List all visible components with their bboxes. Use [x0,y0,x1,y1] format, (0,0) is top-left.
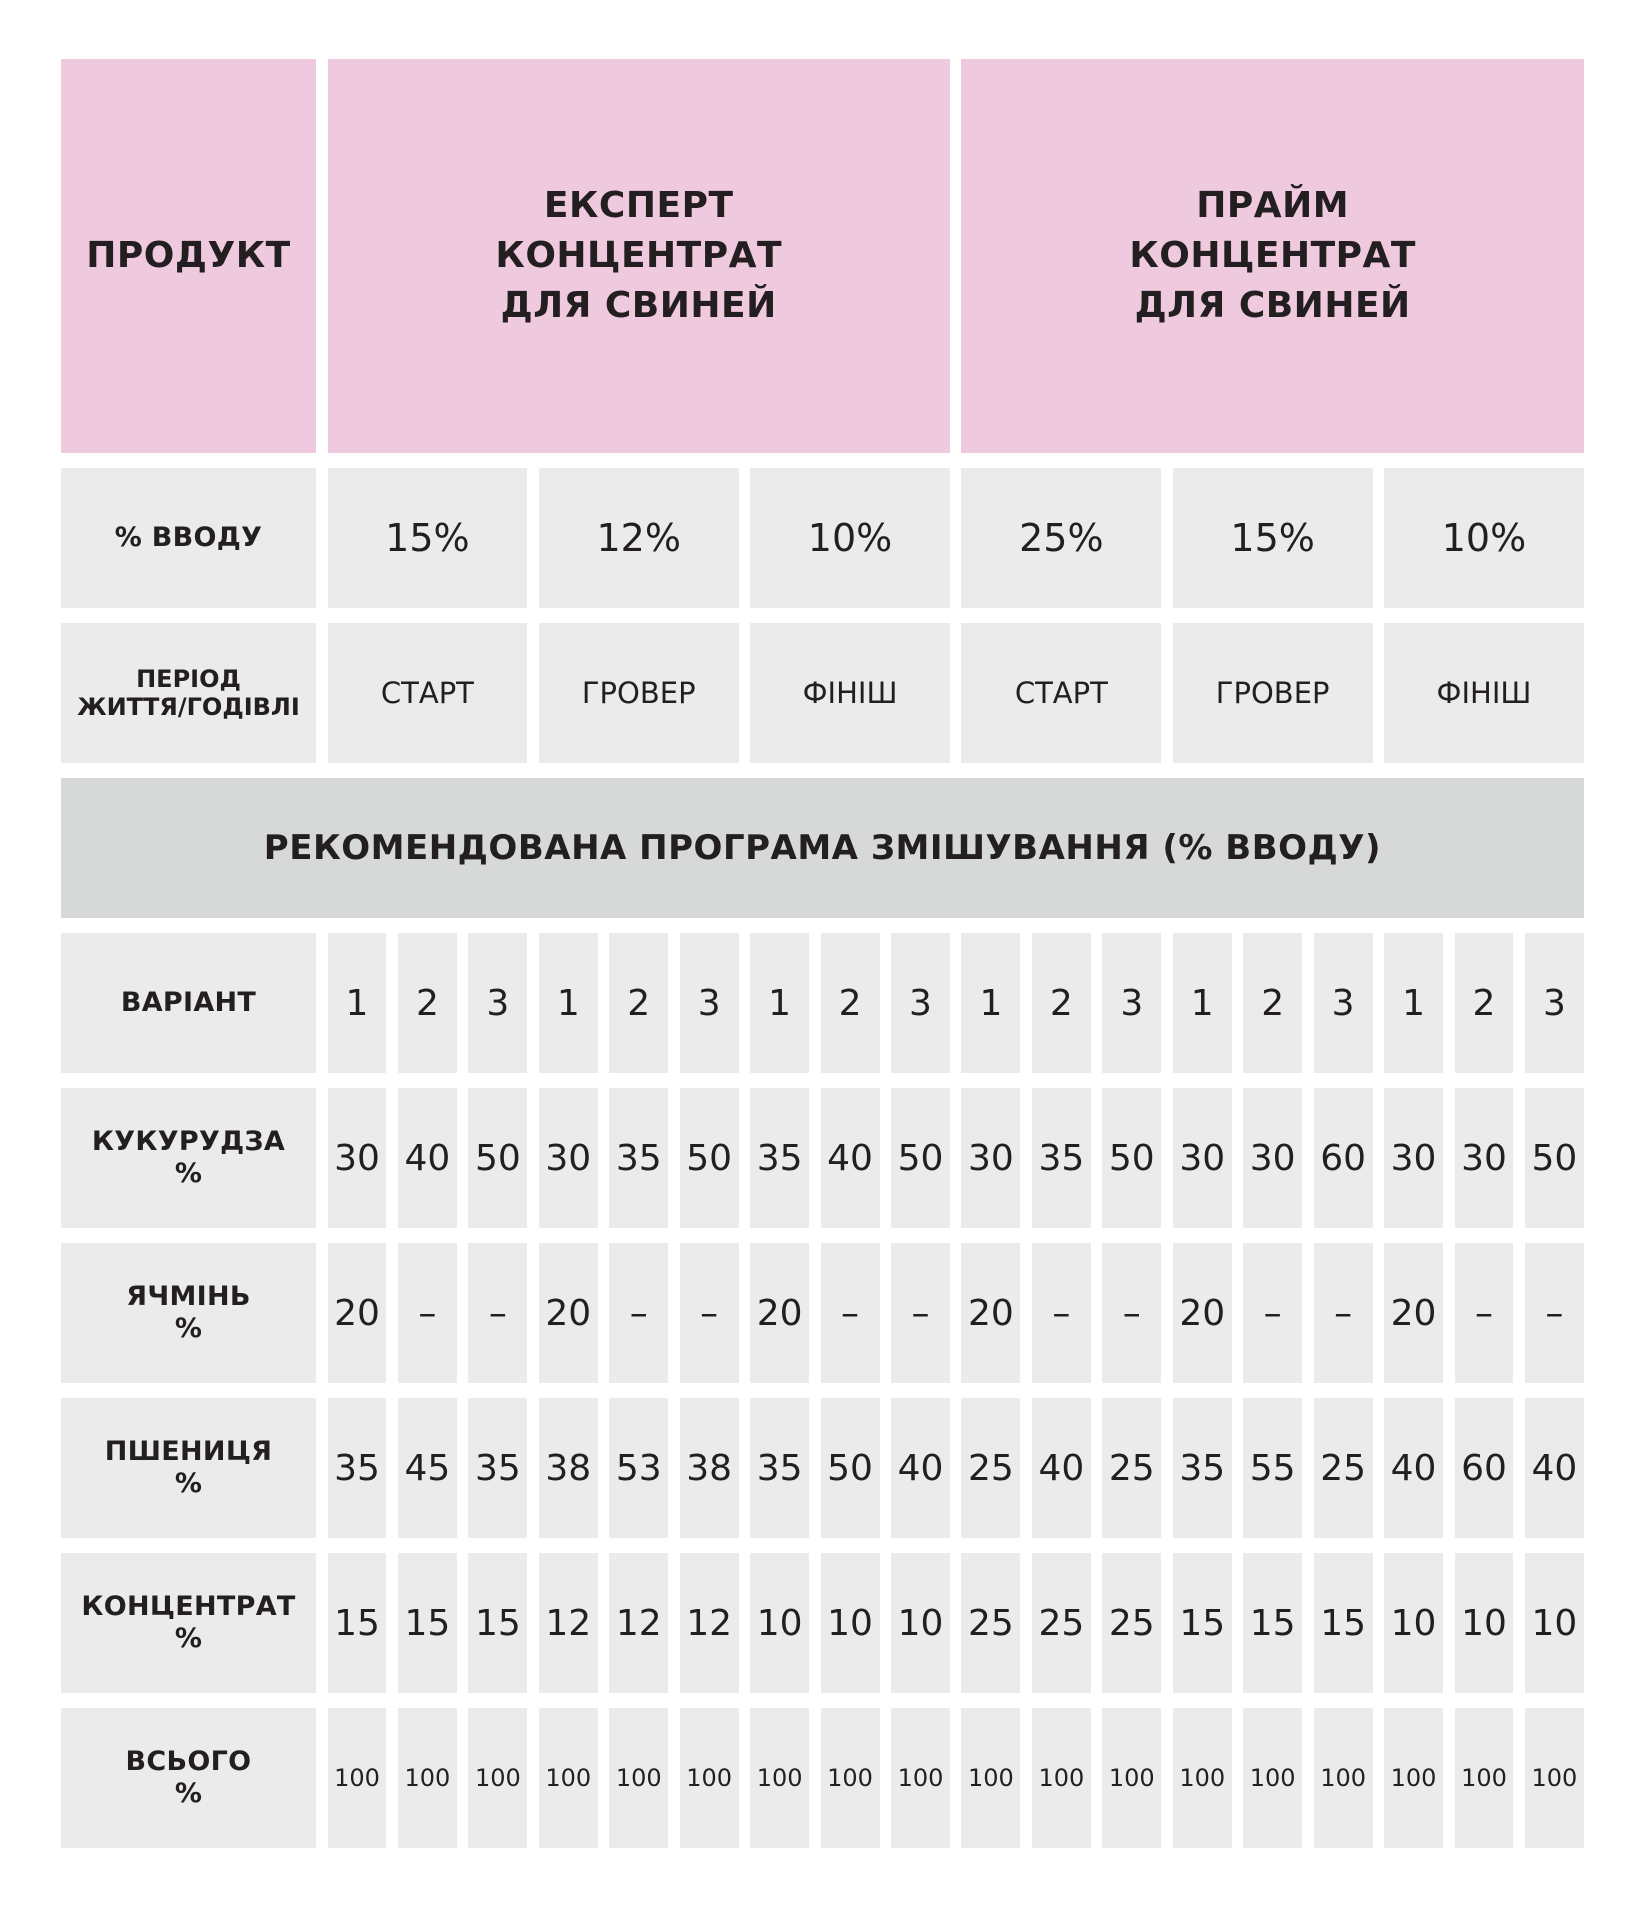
variant-value: 1 [1402,982,1425,1024]
total-value: 100 [1249,1764,1296,1792]
corn-value-cell [468,1088,527,1228]
variant-value-cell [1384,933,1443,1073]
variant-value: 2 [415,982,439,1024]
concentrate-value-cell [468,1553,527,1693]
wheat-value: 60 [1461,1447,1507,1489]
barley-value: – [1263,1292,1282,1334]
concentrate-value: 15 [1249,1602,1296,1644]
total-value-cell [1314,1708,1373,1848]
wheat-value: 35 [334,1447,380,1489]
total-value: 100 [756,1764,803,1792]
variant-value-cell [1314,933,1373,1073]
wheat-value-cell [468,1398,527,1538]
total-value-cell [750,1708,809,1848]
variant-label: ВАРІАНТ [120,987,257,1018]
concentrate-value: 12 [686,1602,733,1644]
variant-value-cell [1243,933,1302,1073]
wheat-value-cell [1102,1398,1161,1538]
concentrate-value-cell [609,1553,668,1693]
corn-value-cell [891,1088,950,1228]
wheat-label: ПШЕНИЦЯ [104,1436,273,1467]
barley-value: – [841,1292,860,1334]
total-value: 100 [686,1764,733,1792]
total-value: 100 [615,1764,662,1792]
concentrate-value: 12 [615,1602,662,1644]
total-value: 100 [1390,1764,1437,1792]
concentrate-unit: % [174,1623,203,1654]
variant-value: 3 [1542,982,1566,1024]
barley-value-cell [1525,1243,1584,1383]
period-value-cell [1384,623,1584,763]
variant-value-cell [398,933,457,1073]
concentrate-value: 15 [334,1602,380,1644]
corn-value: 50 [474,1137,521,1179]
corn-value: 35 [756,1137,803,1179]
variant-value: 3 [909,982,932,1024]
section-title-band [61,778,1584,918]
total-value: 100 [1461,1764,1507,1792]
section-title: РЕКОМЕНДОВАНА ПРОГРАМА ЗМІШУВАННЯ (% ВВОДУ) [263,828,1382,868]
concentrate-value-cell [539,1553,598,1693]
wheat-unit: % [174,1468,203,1499]
concentrate-value-cell [680,1553,739,1693]
total-label: ВСЬОГО [125,1746,252,1777]
variant-value-cell [891,933,950,1073]
wheat-value-cell [1314,1398,1373,1538]
total-value-cell [539,1708,598,1848]
wheat-value-cell [1243,1398,1302,1538]
variant-value-cell [680,933,739,1073]
total-value-cell [1173,1708,1232,1848]
product-label: ПРОДУКТ [86,235,291,276]
concentrate-value: 15 [1320,1602,1366,1644]
barley-value: 20 [545,1292,592,1334]
concentrate-value: 10 [1461,1602,1507,1644]
variant-value-cell [328,933,387,1073]
period-value: СТАРТ [1014,676,1108,710]
wheat-value-cell [1173,1398,1232,1538]
barley-value: – [911,1292,930,1334]
wheat-value: 55 [1249,1447,1296,1489]
variant-label-cell [61,933,316,1073]
corn-value-cell [398,1088,457,1228]
barley-value-cell [680,1243,739,1383]
total-value-cell [398,1708,457,1848]
total-value-cell [468,1708,527,1848]
total-value-cell [961,1708,1020,1848]
intro-value-cell [328,468,528,608]
variant-value-cell [1455,933,1514,1073]
variant-value: 2 [1049,982,1073,1024]
intro-value-cell [750,468,950,608]
total-value: 100 [1108,1764,1155,1792]
corn-value: 30 [1249,1137,1296,1179]
intro-value: 15% [1230,516,1315,560]
variant-value: 1 [556,982,580,1024]
total-value-cell [1032,1708,1091,1848]
total-value: 100 [1531,1764,1578,1792]
product-prime-line1: ПРАЙМ [1196,185,1350,226]
variant-value-cell [1102,933,1161,1073]
total-value-cell [328,1708,387,1848]
total-unit: % [174,1778,203,1809]
wheat-value: 40 [1531,1447,1578,1489]
total-value: 100 [827,1764,873,1792]
intro-value: 25% [1019,516,1104,560]
wheat-value-cell [891,1398,950,1538]
variant-value-cell [609,933,668,1073]
period-value-cell [539,623,739,763]
concentrate-value-cell [1455,1553,1514,1693]
concentrate-value: 25 [968,1602,1014,1644]
total-value: 100 [404,1764,451,1792]
wheat-value: 40 [897,1447,944,1489]
corn-value: 30 [1461,1137,1507,1179]
period-label-cell [61,623,316,763]
barley-value-cell [821,1243,880,1383]
wheat-value: 45 [404,1447,451,1489]
wheat-value-cell [1455,1398,1514,1538]
barley-value: – [1545,1292,1564,1334]
intro-value: 15% [385,516,470,560]
wheat-value: 35 [1179,1447,1226,1489]
barley-value: – [1052,1292,1071,1334]
period-value-cell [1173,623,1373,763]
corn-value-cell [1525,1088,1584,1228]
product-label-cell [61,59,316,453]
product-prime-cell [961,59,1583,453]
total-value-cell [1243,1708,1302,1848]
total-value: 100 [1038,1764,1085,1792]
variant-value: 3 [486,982,510,1024]
barley-value: 20 [1179,1292,1226,1334]
corn-value-cell [1102,1088,1161,1228]
barley-value: – [1122,1292,1141,1334]
wheat-value: 25 [968,1447,1014,1489]
barley-value-cell [1384,1243,1443,1383]
barley-value-cell [1032,1243,1091,1383]
barley-value-cell [891,1243,950,1383]
barley-value-cell [961,1243,1020,1383]
total-value: 100 [968,1764,1014,1792]
concentrate-value-cell [398,1553,457,1693]
wheat-value-cell [1032,1398,1091,1538]
variant-value: 3 [1120,982,1144,1024]
wheat-value-cell [1525,1398,1584,1538]
total-value: 100 [334,1764,380,1792]
wheat-value-cell [821,1398,880,1538]
corn-value: 35 [615,1137,662,1179]
product-expert-line1: ЕКСПЕРТ [543,185,734,226]
corn-value: 30 [334,1137,380,1179]
variant-value-cell [468,933,527,1073]
variant-value: 3 [1331,982,1355,1024]
barley-value: 20 [334,1292,380,1334]
corn-label: КУКУРУДЗА [91,1126,286,1157]
concentrate-value-cell [1384,1553,1443,1693]
concentrate-value-cell [1102,1553,1161,1693]
corn-unit: % [174,1158,203,1189]
period-value: СТАРТ [380,676,474,710]
wheat-value-cell [398,1398,457,1538]
product-expert-cell [328,59,950,453]
intro-value-cell [961,468,1161,608]
total-value-cell [1525,1708,1584,1848]
concentrate-value: 10 [1390,1602,1437,1644]
concentrate-label-cell [61,1553,316,1693]
variant-value-cell [1173,933,1232,1073]
barley-value-cell [1102,1243,1161,1383]
barley-value-cell [1314,1243,1373,1383]
total-value-cell [1384,1708,1443,1848]
concentrate-value-cell [1525,1553,1584,1693]
corn-value-cell [539,1088,598,1228]
product-prime-line2: КОНЦЕНТРАТ [1129,235,1416,276]
wheat-value: 53 [615,1447,662,1489]
total-label-cell [61,1708,316,1848]
feed-mixing-table [61,59,1587,1848]
corn-value-cell [680,1088,739,1228]
corn-value: 30 [968,1137,1014,1179]
barley-value: 20 [756,1292,803,1334]
total-value: 100 [1320,1764,1366,1792]
concentrate-value-cell [328,1553,387,1693]
wheat-value: 35 [756,1447,803,1489]
wheat-value-cell [750,1398,809,1538]
barley-value-cell [398,1243,457,1383]
intro-value: 10% [1441,516,1527,560]
barley-label: ЯЧМІНЬ [126,1281,251,1312]
intro-value-cell [1173,468,1373,608]
wheat-value-cell [1384,1398,1443,1538]
variant-value-cell [1032,933,1091,1073]
corn-value-cell [609,1088,668,1228]
period-label-line2: ЖИТТЯ/ГОДІВЛІ [77,693,300,721]
total-value-cell [680,1708,739,1848]
barley-value-cell [1455,1243,1514,1383]
corn-value-cell [1032,1088,1091,1228]
period-value: ГРОВЕР [1215,676,1330,710]
barley-value-cell [609,1243,668,1383]
product-expert-line3: ДЛЯ СВИНЕЙ [500,285,777,326]
wheat-label-cell [61,1398,316,1538]
corn-value: 40 [404,1137,451,1179]
barley-value-cell [1173,1243,1232,1383]
period-label-line1: ПЕРІОД [136,665,241,693]
concentrate-value-cell [750,1553,809,1693]
corn-value-cell [1384,1088,1443,1228]
variant-value-cell [539,933,598,1073]
wheat-value-cell [328,1398,387,1538]
wheat-value-cell [961,1398,1020,1538]
total-value: 100 [897,1764,944,1792]
corn-value: 30 [545,1137,592,1179]
intro-value: 12% [596,516,681,560]
barley-label-cell [61,1243,316,1383]
corn-value: 50 [897,1137,944,1179]
corn-value: 30 [1390,1137,1437,1179]
concentrate-value-cell [1032,1553,1091,1693]
period-value: ФІНІШ [802,676,898,710]
barley-value-cell [328,1243,387,1383]
concentrate-value: 10 [756,1602,803,1644]
concentrate-value: 15 [404,1602,451,1644]
concentrate-value: 12 [545,1602,592,1644]
variant-value: 1 [979,982,1003,1024]
concentrate-value: 25 [1038,1602,1085,1644]
variant-value: 1 [345,982,369,1024]
period-value-cell [750,623,950,763]
variant-value-cell [961,933,1020,1073]
barley-value: 20 [968,1292,1014,1334]
total-value: 100 [474,1764,521,1792]
intro-label: % ВВОДУ [114,522,263,553]
total-value: 100 [1179,1764,1226,1792]
barley-value: – [700,1292,719,1334]
wheat-value: 38 [545,1447,592,1489]
corn-value: 50 [1531,1137,1578,1179]
wheat-value-cell [539,1398,598,1538]
corn-value: 60 [1320,1137,1366,1179]
concentrate-value-cell [891,1553,950,1693]
period-value-cell [328,623,528,763]
corn-value-cell [1314,1088,1373,1228]
wheat-value-cell [609,1398,668,1538]
variant-value: 2 [1261,982,1285,1024]
concentrate-value-cell [1173,1553,1232,1693]
concentrate-value-cell [821,1553,880,1693]
corn-value: 30 [1179,1137,1226,1179]
variant-value: 1 [1190,982,1214,1024]
total-value-cell [1455,1708,1514,1848]
corn-value: 50 [1108,1137,1155,1179]
barley-value: – [488,1292,507,1334]
total-value-cell [609,1708,668,1848]
period-value-cell [961,623,1161,763]
variant-value: 1 [768,982,792,1024]
intro-value: 10% [807,516,893,560]
variant-value: 2 [627,982,651,1024]
concentrate-value: 10 [1531,1602,1578,1644]
barley-value: 20 [1390,1292,1437,1334]
barley-value-cell [539,1243,598,1383]
corn-label-cell [61,1088,316,1228]
concentrate-value-cell [1243,1553,1302,1693]
variant-value: 2 [1472,982,1496,1024]
concentrate-value: 15 [474,1602,521,1644]
concentrate-value: 10 [827,1602,873,1644]
wheat-value: 40 [1390,1447,1437,1489]
concentrate-value: 25 [1108,1602,1155,1644]
corn-value-cell [750,1088,809,1228]
total-value-cell [821,1708,880,1848]
barley-value: – [1474,1292,1493,1334]
corn-value-cell [821,1088,880,1228]
variant-value-cell [750,933,809,1073]
variant-value: 2 [838,982,862,1024]
variant-value-cell [1525,933,1584,1073]
wheat-value: 25 [1108,1447,1155,1489]
corn-value-cell [1455,1088,1514,1228]
corn-value-cell [1243,1088,1302,1228]
wheat-value: 38 [686,1447,733,1489]
wheat-value: 25 [1320,1447,1366,1489]
concentrate-label: КОНЦЕНТРАТ [81,1591,296,1622]
corn-value-cell [961,1088,1020,1228]
wheat-value: 50 [827,1447,873,1489]
period-value: ФІНІШ [1436,676,1532,710]
barley-value-cell [750,1243,809,1383]
intro-value-cell [1384,468,1584,608]
variant-value-cell [821,933,880,1073]
total-value: 100 [545,1764,592,1792]
intro-label-cell [61,468,316,608]
corn-value-cell [328,1088,387,1228]
barley-unit: % [174,1313,203,1344]
wheat-value-cell [680,1398,739,1538]
period-value: ГРОВЕР [581,676,696,710]
barley-value-cell [468,1243,527,1383]
barley-value: – [629,1292,648,1334]
barley-value: – [1334,1292,1353,1334]
variant-value: 3 [697,982,721,1024]
total-value-cell [1102,1708,1161,1848]
corn-value: 35 [1038,1137,1085,1179]
total-value-cell [891,1708,950,1848]
corn-value: 50 [686,1137,733,1179]
corn-value-cell [1173,1088,1232,1228]
concentrate-value: 10 [897,1602,944,1644]
concentrate-value-cell [961,1553,1020,1693]
wheat-value: 35 [474,1447,521,1489]
product-prime-line3: ДЛЯ СВИНЕЙ [1134,285,1411,326]
barley-value: – [418,1292,437,1334]
intro-value-cell [539,468,739,608]
product-expert-line2: КОНЦЕНТРАТ [495,235,783,276]
wheat-value: 40 [1038,1447,1085,1489]
concentrate-value-cell [1314,1553,1373,1693]
corn-value: 40 [827,1137,873,1179]
barley-value-cell [1243,1243,1302,1383]
concentrate-value: 15 [1179,1602,1226,1644]
